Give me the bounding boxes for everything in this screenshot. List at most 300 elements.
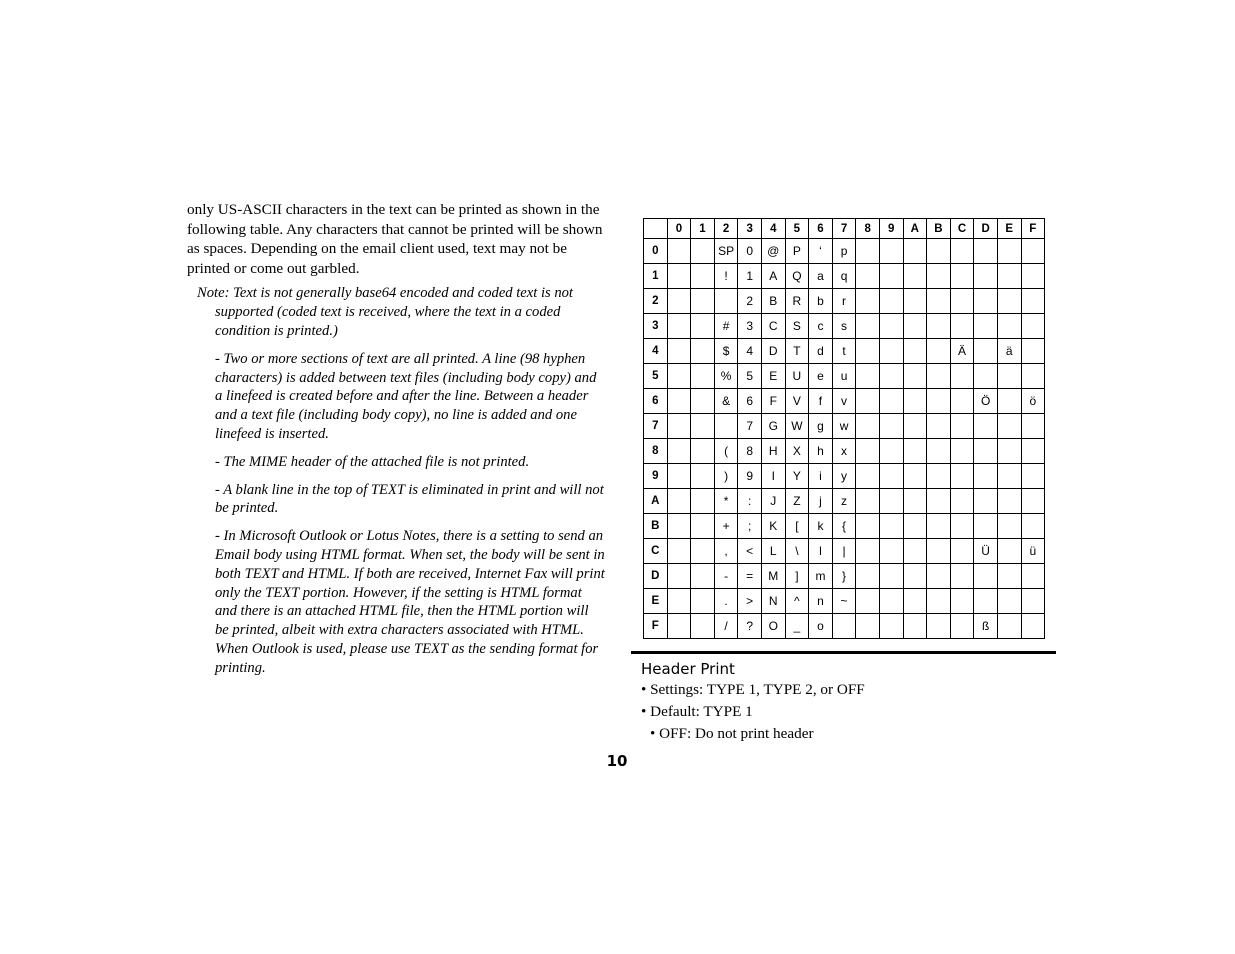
table-cell [1021,489,1045,514]
table-cell: % [714,364,738,389]
table-cell: 1 [738,264,762,289]
table-cell [997,414,1021,439]
table-cell: k [809,514,833,539]
table-cell: v [832,389,856,414]
table-cell [667,239,691,264]
table-cell [856,489,880,514]
table-cell: = [738,564,762,589]
table-cell [691,464,715,489]
table-cell: L [761,539,785,564]
table-cell [714,414,738,439]
note-item: - A blank line in the top of TEXT is eliminated in print and will not be printed. [215,481,604,517]
table-cell [903,589,927,614]
table-cell [974,439,998,464]
table-row [644,439,1045,464]
table-cell [903,264,927,289]
page-number: 10 [606,752,628,770]
table-cell [997,589,1021,614]
table-cell: D [761,339,785,364]
table-cell [691,339,715,364]
column-header: 0 [667,219,691,239]
table-cell [950,539,974,564]
table-cell: & [714,389,738,414]
table-cell [1021,239,1045,264]
table-row [644,264,1045,289]
table-cell [856,539,880,564]
table-cell [950,239,974,264]
table-cell [667,289,691,314]
table-cell: X [785,439,809,464]
table-cell [927,364,951,389]
table-cell [856,564,880,589]
table-cell: \ [785,539,809,564]
table-cell [997,539,1021,564]
column-header: 1 [691,219,715,239]
column-header: 3 [738,219,762,239]
table-cell [1021,564,1045,589]
table-cell: f [809,389,833,414]
row-header: 6 [644,389,668,414]
table-cell [856,614,880,639]
table-cell [856,464,880,489]
table-cell [856,314,880,339]
table-cell: n [809,589,833,614]
table-cell [1021,289,1045,314]
column-header: 2 [714,219,738,239]
table-cell [997,239,1021,264]
table-row [644,239,1045,264]
table-cell [950,264,974,289]
column-header: 9 [879,219,903,239]
table-cell: d [809,339,833,364]
note-item: - The MIME header of the attached file is not printed. [215,453,530,470]
table-cell [691,364,715,389]
table-cell: P [785,239,809,264]
table-cell [856,239,880,264]
table-cell [856,339,880,364]
table-cell [667,589,691,614]
table-cell [856,264,880,289]
table-cell: E [761,364,785,389]
row-header: E [644,589,668,614]
table-row [644,414,1045,439]
table-cell [856,389,880,414]
table-cell [1021,514,1045,539]
character-table [643,218,1045,639]
table-cell [691,264,715,289]
settings-item: • Settings: TYPE 1, TYPE 2, or OFF [641,681,865,698]
table-cell [879,564,903,589]
note-item: - In Microsoft Outlook or Lotus Notes, there is a setting to send an Email body using HTML format. When set, the body will be sent in both TEXT and HTML. If both are received, Internet Fax will print only the TEXT portion. However, if the setting is HTML format and there is an attached HTML file, then the HTML portion will be printed, albeit with extra characters associated with HTML. When Outlook is used, please use TEXT as the sending format for printing. [215,528,605,676]
row-header: F [644,614,668,639]
table-cell [974,414,998,439]
table-cell: q [832,264,856,289]
table-cell: + [714,514,738,539]
table-cell: 6 [738,389,762,414]
table-cell: Q [785,264,809,289]
table-cell: { [832,514,856,539]
row-header: 7 [644,414,668,439]
table-cell: W [785,414,809,439]
table-cell: A [761,264,785,289]
table-cell [974,339,998,364]
table-cell [903,564,927,589]
table-cell [879,439,903,464]
table-cell [927,614,951,639]
table-cell [974,489,998,514]
table-cell [879,289,903,314]
table-cell: b [809,289,833,314]
table-cell [667,389,691,414]
section-divider [631,651,1056,654]
intro-paragraph: only US-ASCII characters in the text can be printed as shown in the following table. Any characters that cannot be printed will be shown as spaces. Depending on the email client used, text may not be printed or come out garbled. [187,201,603,277]
table-cell [903,464,927,489]
row-header: 1 [644,264,668,289]
note-paragraph: Note: Text is not generally base64 encoded and coded text is not supported (coded text is received, where the text in a coded condition is printed.) [197,285,573,339]
table-cell: i [809,464,833,489]
table-cell: a [809,264,833,289]
table-cell [950,589,974,614]
table-cell: K [761,514,785,539]
table-cell [974,264,998,289]
table-cell [974,589,998,614]
table-cell: 5 [738,364,762,389]
table-cell: Y [785,464,809,489]
table-row [644,539,1045,564]
row-header: A [644,489,668,514]
row-header: 4 [644,339,668,364]
table-cell: 4 [738,339,762,364]
table-cell: u [832,364,856,389]
table-cell: _ [785,614,809,639]
table-cell [997,289,1021,314]
table-cell [927,539,951,564]
body-text-column [187,200,605,687]
table-cell: g [809,414,833,439]
section-title: Header Print [641,660,735,678]
row-header: C [644,539,668,564]
table-cell: F [761,389,785,414]
table-cell [879,614,903,639]
table-cell [950,564,974,589]
table-cell [691,389,715,414]
table-cell: N [761,589,785,614]
table-cell [691,564,715,589]
table-cell [1021,589,1045,614]
table-cell [950,464,974,489]
table-cell [927,439,951,464]
table-cell [997,389,1021,414]
table-cell [691,489,715,514]
table-cell [879,489,903,514]
table-cell [714,289,738,314]
table-cell [997,464,1021,489]
table-cell [903,439,927,464]
table-cell: 2 [738,289,762,314]
column-header: 7 [832,219,856,239]
column-header: D [974,219,998,239]
table-cell [997,489,1021,514]
table-cell: 7 [738,414,762,439]
table-cell [1021,364,1045,389]
table-cell [691,614,715,639]
table-cell [974,514,998,539]
table-cell [927,314,951,339]
table-cell: U [785,364,809,389]
table-cell [667,464,691,489]
table-cell [856,414,880,439]
table-cell: ‘ [809,239,833,264]
column-header: 5 [785,219,809,239]
table-header-row [644,219,1045,239]
note-item: - Two or more sections of text are all printed. A line (98 hyphen characters) is added between text files (including body copy) and a linefeed is created before and after the line. Between a header and a text file (including body copy), no line is added and one linefeed is inserted. [215,350,597,442]
table-cell: x [832,439,856,464]
table-cell: ( [714,439,738,464]
table-cell [667,439,691,464]
table-cell [950,439,974,464]
table-cell [974,464,998,489]
row-header: 5 [644,364,668,389]
table-cell: ö [1021,389,1045,414]
column-header: 6 [809,219,833,239]
row-header: 9 [644,464,668,489]
column-header: F [1021,219,1045,239]
table-cell: [ [785,514,809,539]
table-cell [856,364,880,389]
row-header: 2 [644,289,668,314]
table-cell: M [761,564,785,589]
table-cell [667,614,691,639]
table-cell [950,389,974,414]
table-cell [1021,414,1045,439]
table-cell [667,339,691,364]
table-cell: e [809,364,833,389]
table-cell [927,289,951,314]
table-cell: ä [997,339,1021,364]
table-row [644,314,1045,339]
table-cell: | [832,539,856,564]
table-cell: / [714,614,738,639]
table-cell [903,339,927,364]
table-row [644,514,1045,539]
table-cell: B [761,289,785,314]
table-cell: m [809,564,833,589]
row-header: B [644,514,668,539]
table-cell [950,489,974,514]
table-cell: r [832,289,856,314]
table-cell [997,364,1021,389]
table-cell [927,389,951,414]
table-cell: j [809,489,833,514]
table-cell: Ö [974,389,998,414]
table-cell: ] [785,564,809,589]
table-row [644,389,1045,414]
table-cell: ) [714,464,738,489]
table-cell [903,514,927,539]
table-cell [879,514,903,539]
table-cell [667,414,691,439]
table-cell: t [832,339,856,364]
table-cell: ! [714,264,738,289]
table-cell: R [785,289,809,314]
table-cell: V [785,389,809,414]
table-cell [903,414,927,439]
character-table-container [643,218,1045,639]
table-cell: s [832,314,856,339]
table-cell: C [761,314,785,339]
table-cell: c [809,314,833,339]
table-cell: 0 [738,239,762,264]
column-header: 4 [761,219,785,239]
table-cell [927,339,951,364]
off-item: • OFF: Do not print header [650,725,814,742]
table-row [644,489,1045,514]
table-cell [1021,439,1045,464]
row-header: 3 [644,314,668,339]
table-cell [903,389,927,414]
table-cell [903,239,927,264]
table-cell [903,489,927,514]
table-cell [856,439,880,464]
table-cell [927,239,951,264]
table-cell [927,564,951,589]
row-header: 8 [644,439,668,464]
column-header: A [903,219,927,239]
table-cell [879,414,903,439]
table-cell [1021,314,1045,339]
table-cell [691,439,715,464]
table-cell [832,614,856,639]
row-header: 0 [644,239,668,264]
table-cell [691,414,715,439]
table-cell: J [761,489,785,514]
table-cell [856,589,880,614]
table-row [644,589,1045,614]
table-cell: - [714,564,738,589]
table-cell [927,489,951,514]
table-cell [950,614,974,639]
table-cell: , [714,539,738,564]
table-cell [691,539,715,564]
table-cell: @ [761,239,785,264]
table-cell: < [738,539,762,564]
table-cell [950,314,974,339]
table-cell [691,239,715,264]
table-cell: o [809,614,833,639]
table-cell [974,564,998,589]
table-cell [903,614,927,639]
table-cell [927,264,951,289]
column-header: C [950,219,974,239]
table-cell: * [714,489,738,514]
table-cell [879,464,903,489]
table-cell: Ü [974,539,998,564]
table-cell [667,314,691,339]
table-cell [667,514,691,539]
table-cell [856,289,880,314]
table-cell [691,514,715,539]
table-cell [927,514,951,539]
table-cell [997,439,1021,464]
table-cell [856,514,880,539]
table-cell: p [832,239,856,264]
table-cell [879,339,903,364]
table-cell: ~ [832,589,856,614]
row-header: D [644,564,668,589]
table-cell [974,239,998,264]
table-cell: } [832,564,856,589]
table-cell [667,539,691,564]
table-cell [667,364,691,389]
table-cell: ? [738,614,762,639]
table-cell [903,289,927,314]
table-cell [974,364,998,389]
table-cell [903,539,927,564]
table-cell: 9 [738,464,762,489]
table-cell: w [832,414,856,439]
table-cell: Z [785,489,809,514]
table-cell [997,264,1021,289]
table-cell: ; [738,514,762,539]
table-row [644,564,1045,589]
table-cell [927,589,951,614]
column-header: B [927,219,951,239]
table-cell [927,464,951,489]
table-cell: ^ [785,589,809,614]
table-cell: SP [714,239,738,264]
table-cell [903,364,927,389]
table-cell: z [832,489,856,514]
table-cell: : [738,489,762,514]
table-cell [667,264,691,289]
table-cell [1021,339,1045,364]
table-cell: l [809,539,833,564]
settings-list [641,679,865,745]
table-row [644,364,1045,389]
column-header: 8 [856,219,880,239]
table-cell [950,364,974,389]
table-cell: I [761,464,785,489]
table-cell [879,239,903,264]
table-cell [879,314,903,339]
table-cell [1021,614,1045,639]
default-item: • Default: TYPE 1 [641,703,753,720]
table-cell: ß [974,614,998,639]
table-corner-cell [644,219,668,239]
table-row [644,339,1045,364]
table-row [644,464,1045,489]
table-cell [879,364,903,389]
table-cell: T [785,339,809,364]
table-cell [950,289,974,314]
table-cell [879,589,903,614]
table-cell [903,314,927,339]
table-cell [997,614,1021,639]
table-cell [997,314,1021,339]
table-cell [950,414,974,439]
table-cell [879,264,903,289]
table-cell: 8 [738,439,762,464]
table-cell: H [761,439,785,464]
table-cell: . [714,589,738,614]
table-cell [691,314,715,339]
table-cell [879,539,903,564]
table-cell: O [761,614,785,639]
note-block [187,284,605,677]
table-cell [667,564,691,589]
table-cell [879,389,903,414]
table-cell [1021,264,1045,289]
